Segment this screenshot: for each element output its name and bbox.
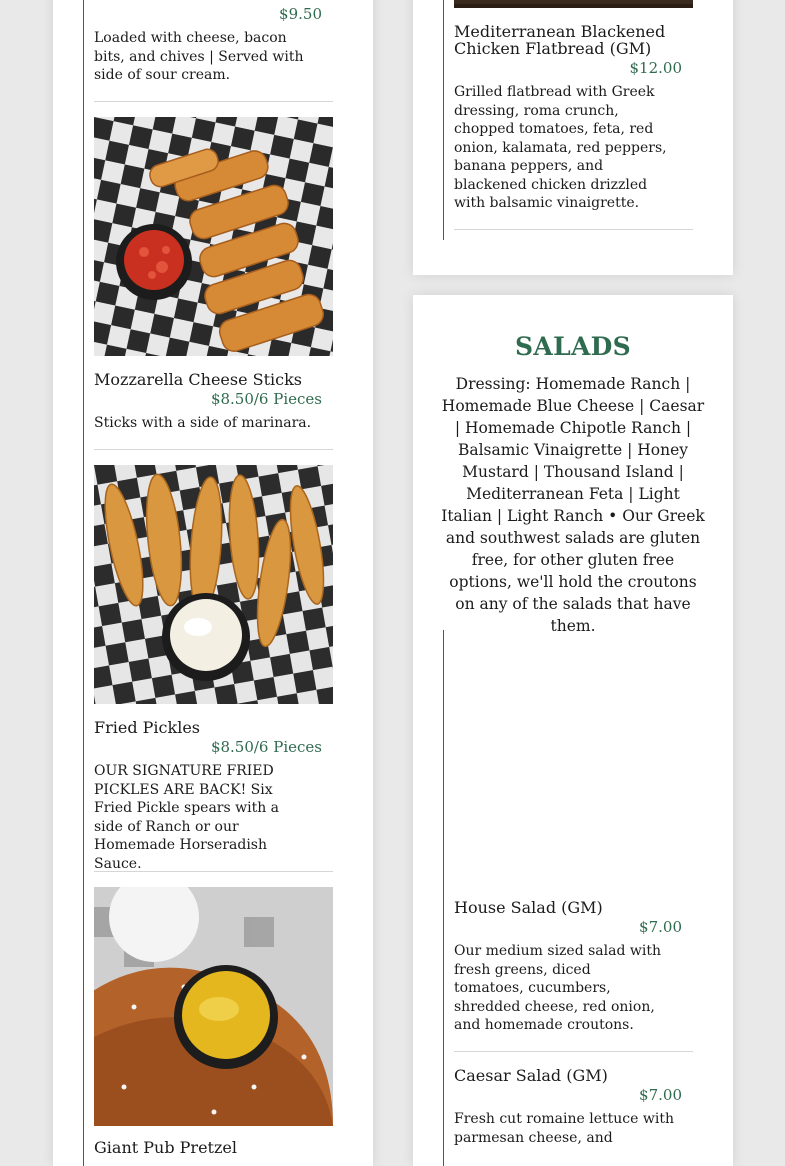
menu-item-description: OUR SIGNATURE FRIED PICKLES ARE BACK! Six Fried Pickle spears with a side of Ranch or our Homemade Horseradish Sauce. (94, 763, 280, 872)
section-description: Dressing: Homemade Ranch | Homemade Blue Cheese | Caesar | Homemade Chipotle Ranch | Balsamic Vinaigrette | Honey Mustard | Thousand Island | Mediterranean Feta | Light Italian | Light Ranch • Our Greek and southwest salads are gluten free, for other gluten free options, we'll hold the croutons on any of the salads that have them. (441, 375, 705, 635)
menu-item-name: House Salad (GM) (454, 898, 603, 917)
menu-item-description: Fresh cut romaine lettuce with parmesan cheese, and (454, 1111, 674, 1146)
menu-item-price: $7.00 (639, 918, 682, 936)
flatbread-description: Grilled flatbread with Greek dressing, roma crunch, chopped tomatoes, feta, red onion, kalamata, red peppers, banana peppers, and blackened chicken drizzled with balsamic vinaigrette. (454, 84, 667, 211)
menu-item-price: $9.50 (279, 5, 322, 23)
menu-item-price: $8.50/6 Pieces (210, 390, 322, 408)
menu-item-description: Loaded with cheese, bacon bits, and chives | Served with side of sour cream. (94, 30, 304, 83)
menu-item-divider (454, 1051, 693, 1052)
flatbread-price: $12.00 (629, 59, 682, 77)
flatbread-name: Mediterranean Blackened Chicken Flatbread (GM) (454, 22, 666, 58)
menu-item-divider (454, 229, 693, 230)
menu-item-divider (94, 101, 333, 102)
flatbread-photo[interactable] (454, 0, 693, 8)
menu-item-divider (94, 871, 333, 872)
mozzarella-sticks-photo[interactable] (94, 117, 333, 356)
menu-item-divider (94, 449, 333, 450)
menu-item-name: Fried Pickles (94, 718, 200, 737)
menu-item-name: Mozzarella Cheese Sticks (94, 370, 303, 389)
fried-pickles-photo[interactable] (94, 465, 333, 704)
menu-item-description: Our medium sized salad with fresh greens, diced tomatoes, cucumbers, shredded cheese, red onion, and homemade croutons. (454, 943, 661, 1033)
menu-item-description: Sticks with a side of marinara. (94, 415, 312, 431)
menu-item-name: Giant Pub Pretzel (94, 1138, 237, 1157)
menu-item-price: $8.50/6 Pieces (210, 738, 322, 756)
pub-pretzel-photo[interactable] (94, 887, 333, 1126)
menu-item-name: Caesar Salad (GM) (454, 1066, 608, 1085)
section-title: SALADS (515, 332, 631, 361)
menu-item-price: $7.00 (639, 1086, 682, 1104)
